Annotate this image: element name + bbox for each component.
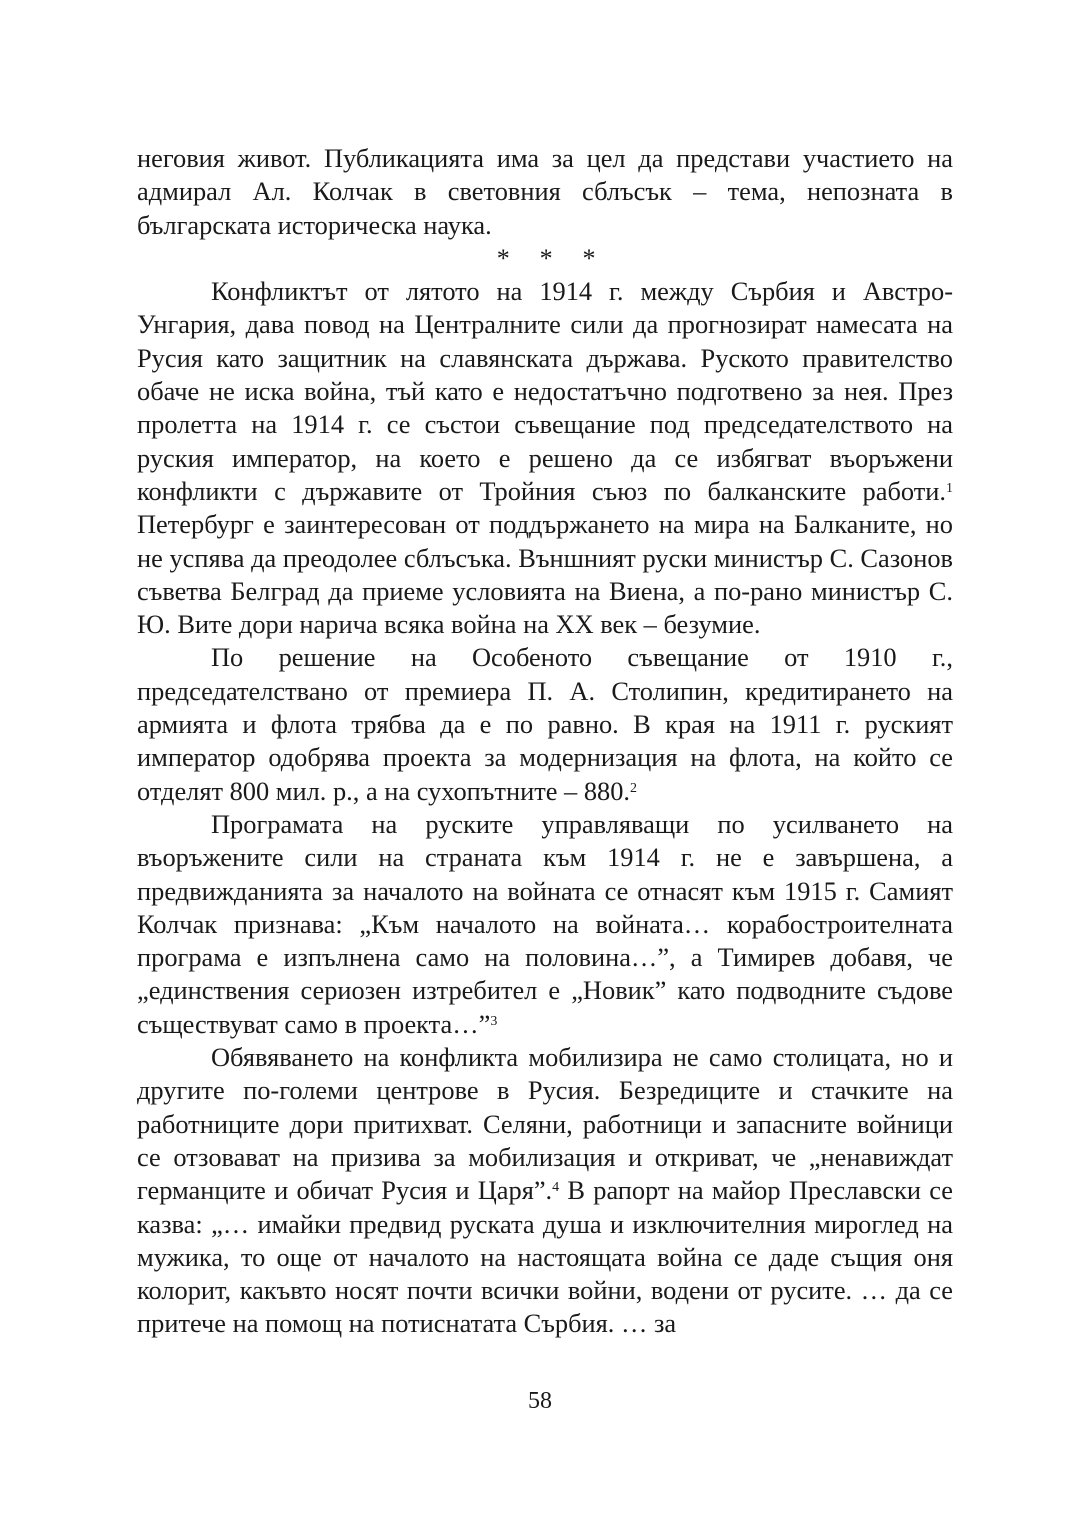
paragraph-text: По решение на Особеното съвещание от 1910 г., председателствано от премиера П. А. Столипин, кредитирането на армията и флота трябва да е по равно. В края на 1911 г. руският император одобрява проекта за модернизация на флота, на който се отделят 800 мил. р., а на сухопътните – 880.: [137, 642, 953, 806]
footnote-marker[interactable]: 3: [490, 1013, 498, 1029]
paragraph-text: Програмата на руските управляващи по усилването на въоръжените сили на страната към 1914 г. не е завършена, а предвижданията за началото на войната се отнасят към 1915 г. Самият Колчак признава: „Към началото на войната… корабостроителната програма е изпълнена само на половина…”, а Тимирев добавя, че „единствения сериозен изтребител е „Новик” като подводните съдове съществуват само в проекта…”: [137, 808, 953, 1039]
paragraph-text-continued: Петербург е заинтересован от поддържането на мира на Балканите, но не успява да преодолее сблъсъка. Външният руски министър С. Сазонов съветва Белград да приеме условията на Виена, а по-рано министър С. Ю. Вите дори нарича всяка война на XX век – безумие.: [137, 509, 953, 640]
paragraph-stolypin: [137, 641, 953, 807]
page-number: 58: [528, 1388, 552, 1414]
page-body: [137, 142, 953, 1341]
footnote-marker[interactable]: 2: [630, 780, 638, 796]
paragraph-intro: [137, 142, 953, 242]
paragraph-program: [137, 808, 953, 1041]
paragraph-mobilization: [137, 1041, 953, 1341]
paragraph-text: неговия живот. Публикацията има за цел да представи участието на адмирал Ал. Колчак в световния сблъсък – тема, непозната в българската историческа наука.: [137, 143, 953, 240]
footnote-marker[interactable]: 1: [946, 481, 953, 497]
paragraph-text-continued: В рапорт на майор Преславски се казва: „… имайки предвид руската душа и изключителния мироглед на мужика, то още от началото на настоящата война се даде същия оня колорит, какъвто носят почти всички войни, водени от русите. … да се притече на помощ на потиснатата Сърбия. … за: [137, 1175, 953, 1339]
footnote-marker[interactable]: 4: [552, 1180, 560, 1196]
paragraph-conflict: [137, 275, 953, 641]
paragraph-text: Обявяването на конфликта мобилизира не само столицата, но и другите по-големи центрове в Русия. Безредиците и стачките на работниците дори притихват. Селяни, работници и запасните войници се отзовават на призива за мобилизация и откриват, че „ненавиждат германците и обичат Русия и Царя”.: [137, 1042, 953, 1206]
paragraph-text: Конфликтът от лятото на 1914 г. между Сърбия и Австро-Унгария, дава повод на Централните сили да прогнозират намесата на Русия като защитник на славянската държава. Руското правителство обаче не иска война, тъй като е недостатъчно подготвено за нея. През пролетта на 1914 г. се състои съвещание под председателството на руския император, на което е решено да се избягват въоръжени конфликти с държавите от Тройния съюз по балканските работи.: [137, 276, 953, 506]
section-separator: * * *: [496, 243, 608, 273]
